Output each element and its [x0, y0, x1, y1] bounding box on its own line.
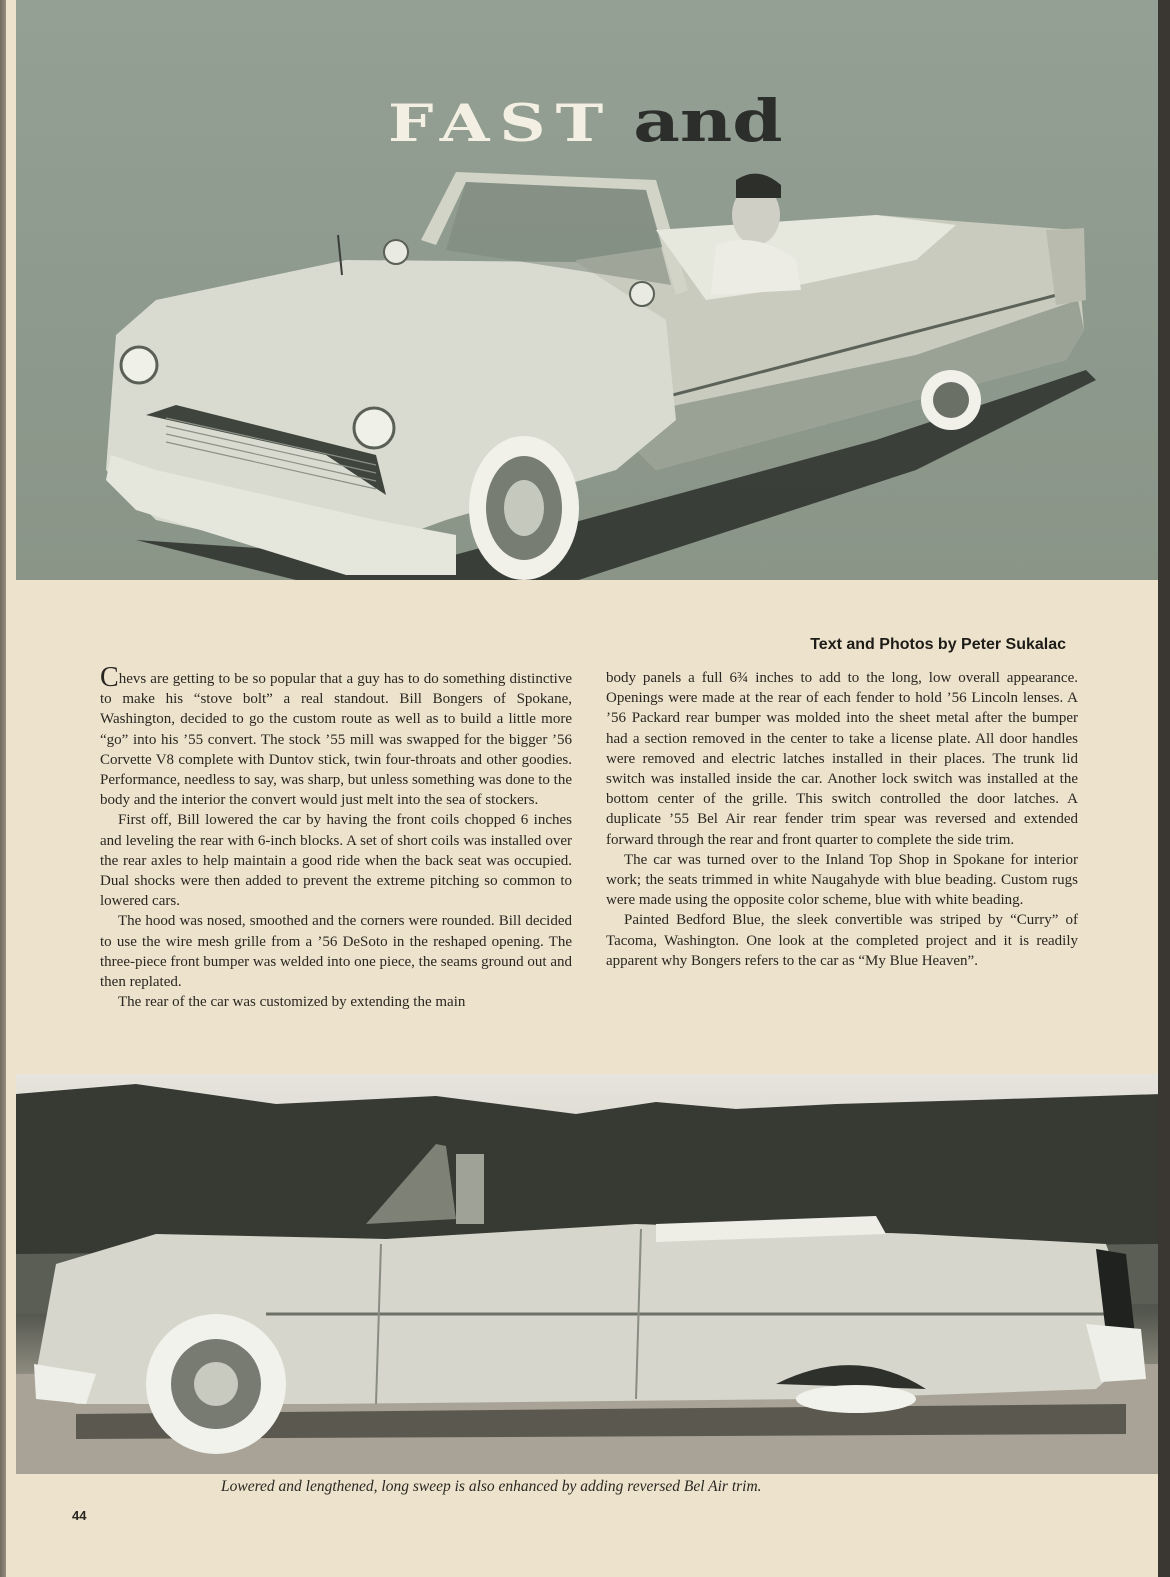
car-illustration-side-profile	[16, 1074, 1158, 1474]
page-number: 44	[72, 1508, 87, 1523]
article-paragraph: Chevs are getting to be so popular that a guy has to do something distinctive to make his “stove bolt” a real standout. Bill Bongers of Spokane, Washington, decided to go the custom route as well as to build a little more “go” into his ’55 convert. The stock ’55 mill was swapped for the bigger ’56 Corvette V8 complete with Duntov stick, twin four-throats and other goodies. Performance, needless to say, was sharp, but unless something was done to the body and the interior the convert would just melt into the sea of stockers.	[100, 662, 572, 809]
article-paragraph: First off, Bill lowered the car by having the front coils chopped 6 inches and leveling the rear with 6-inch blocks. A set of short coils was installed over the rear axles to help maintain a good ride when the back seat was occupied. Dual shocks were then added to prevent the extreme pitching so common to lowered cars.	[100, 812, 572, 910]
article-paragraph: Painted Bedford Blue, the sleek convertible was striped by “Curry” of Tacoma, Washington. One look at the completed project and it is readily apparent why Bongers refers to the car as “My Blue Heaven”.	[606, 912, 1078, 969]
article-column-right	[606, 668, 1078, 971]
article-paragraph: The hood was nosed, smoothed and the corners were rounded. Bill decided to use the wire mesh grille from a ’56 DeSoto in the reshaped opening. The three-piece front bumper was welded into one piece, the seams ground out and then replated.	[100, 913, 572, 991]
article-column-left	[100, 662, 572, 1012]
photo-credit: Text and Photos by Peter Sukalac	[810, 636, 1066, 653]
photo-caption: Lowered and lengthened, long sweep is also enhanced by adding reversed Bel Air trim.	[221, 1478, 762, 1495]
article-paragraph: body panels a full 6¾ inches to add to the long, low overall appearance. Openings were made at the rear of each fender to hold ’56 Lincoln lenses. A ’56 Packard rear bumper was molded into the sheet metal after the bumper had a section removed in the center to take a license plate. All door handles were removed and electric latches installed in their places. The trunk lid switch was installed inside the car. Another lock switch was installed at the bottom center of the grille. This switch controlled the door latches. A duplicate ’55 Bel Air rear fender trim spear was reversed and extended forward through the rear and front quarter to complete the side trim.	[606, 670, 1078, 848]
headline-word-fast: FAST	[388, 94, 614, 154]
article-paragraph: The car was turned over to the Inland Top Shop in Spokane for interior work; the seats trimmed in white Naugahyde with blue beading. Custom rugs were made using the opposite color scheme, blue with white beading.	[606, 851, 1078, 909]
bottom-photo-convertible-side-view	[16, 1074, 1158, 1474]
headline-word-and: and	[633, 86, 783, 155]
top-photo-convertible-with-driver	[16, 0, 1158, 580]
magazine-page	[6, 0, 1158, 1577]
drop-cap: C	[100, 662, 119, 693]
article-paragraph: The rear of the car was customized by extending the main	[118, 994, 466, 1011]
headline	[388, 78, 783, 155]
